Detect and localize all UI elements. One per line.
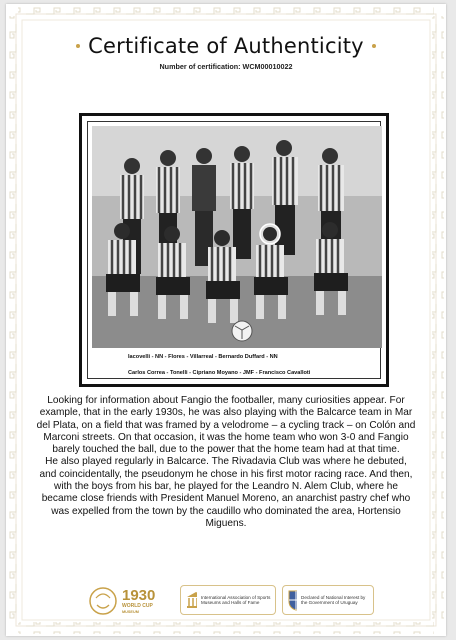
declaration-logo <box>282 585 374 615</box>
photo-frame <box>79 113 389 387</box>
association-text: International Association of Sports Museums and Halls of Fame <box>200 594 271 605</box>
certification-number: Number of certification: WCM00010022 <box>159 62 293 71</box>
description-paragraph-1: Looking for information about Fangio the footballer, many curiosities appear. For example, that in the early 1930s, he was also playing with the Balcarce team in Mar del Plata, on a field that was framed by a velodrome – a cycling track – on Colón and Marconi streets. On that occasion, it was the home team who won 3-0 and Fangio barely touched the ball, due to the power that the home team had at that time. <box>36 395 416 456</box>
title-row <box>6 34 446 58</box>
photo-caption-row-1: Iacovelli - NN - Flores - Villarreal - Bernardo Duffard - NN <box>128 354 278 360</box>
football-emblem-icon <box>88 586 118 616</box>
declaration-text: Declared of National Interest by the Government of Uruguay <box>301 594 366 605</box>
description-paragraph-2: He also played regularly in Balcarce. The Rivadavia Club was where he debuted, and coincidentally, the pseudonym he chose in his first motor racing race. And then, with the boys from his bar, he played for the Leandro N. Alem Club, where he became close friends with President Manuel Moreno, an anarchist pastry chef who was expelled from the town by the caudillo who dominated the area, Hortensio Miguens. <box>39 456 413 529</box>
title-dot-right <box>372 44 376 48</box>
world-cup-museum-logo <box>88 582 176 620</box>
team-photo-image <box>92 126 382 348</box>
page-title: Certificate of Authenticity <box>88 34 364 58</box>
uruguay-shield-icon <box>287 589 297 611</box>
photo-inner-border <box>87 121 381 379</box>
museum-year: 1930 <box>122 587 156 604</box>
photo-caption-row-2: Carlos Correa - Tonelli - Cipriano Moyano - JMF - Francisco Cavalloti <box>128 370 311 376</box>
museum-building-icon <box>185 590 197 610</box>
certificate-page <box>6 4 446 636</box>
description-text <box>36 395 416 530</box>
title-dot-left <box>76 44 80 48</box>
footer-logos <box>6 582 446 620</box>
team-photo <box>92 126 382 348</box>
museum-sub: MUSEUM <box>122 610 139 614</box>
museum-name: WORLD CUP <box>122 603 153 609</box>
association-logo <box>180 585 276 615</box>
